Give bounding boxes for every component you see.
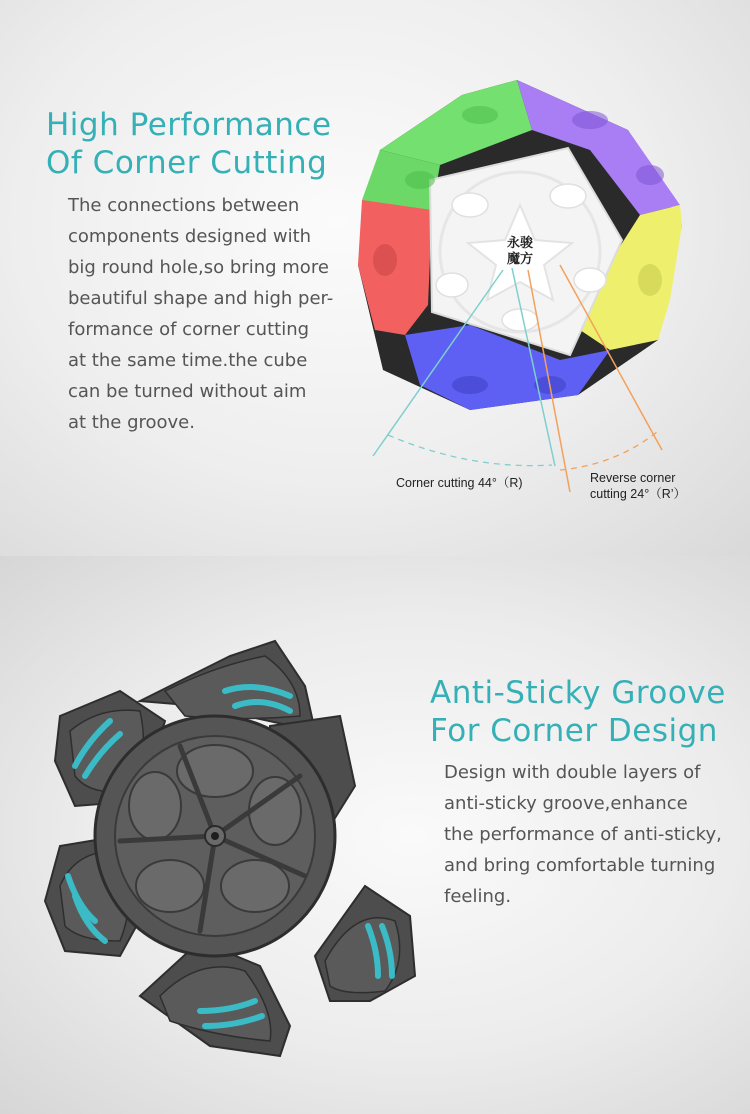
description-line: the performance of anti-sticky, (444, 824, 722, 845)
description-line: and bring comfortable turning (444, 855, 716, 876)
title-line: Of Corner Cutting (46, 145, 328, 181)
description-line: at the groove. (68, 412, 195, 433)
description-line: beautiful shape and high per- (68, 288, 334, 309)
reverse-label-line: Reverse corner (590, 471, 676, 485)
anti-sticky-section (0, 556, 750, 1114)
cube-logo-line1: 永骏 (506, 236, 534, 251)
section-title-corner-cutting (46, 106, 346, 182)
cube-logo-line2: 魔方 (506, 252, 534, 267)
anti-sticky-description (444, 757, 744, 912)
corner-cutting-label: Corner cutting 44°（R) (396, 476, 523, 490)
description-line: anti-sticky groove,enhance (444, 793, 688, 814)
description-line: feeling. (444, 886, 512, 907)
description-line: formance of corner cutting (68, 319, 310, 340)
title-line: Anti-Sticky Groove (430, 675, 726, 711)
reverse-corner-label (590, 470, 686, 502)
title-line: High Performance (46, 107, 332, 143)
description-line: components designed with (68, 226, 312, 247)
description-line: can be turned without aim (68, 381, 307, 402)
description-line: at the same time.the cube (68, 350, 308, 371)
corner-cutting-section (0, 0, 750, 556)
description-line: Design with double layers of (444, 762, 701, 783)
corner-cutting-description (68, 190, 358, 438)
description-line: big round hole,so bring more (68, 257, 329, 278)
dark-corner-piece (45, 641, 415, 1056)
title-line: For Corner Design (430, 713, 718, 749)
reverse-label-line: cutting 24°（R’） (590, 487, 687, 501)
description-line: The connections between (68, 195, 300, 216)
section-title-anti-sticky (430, 674, 740, 750)
